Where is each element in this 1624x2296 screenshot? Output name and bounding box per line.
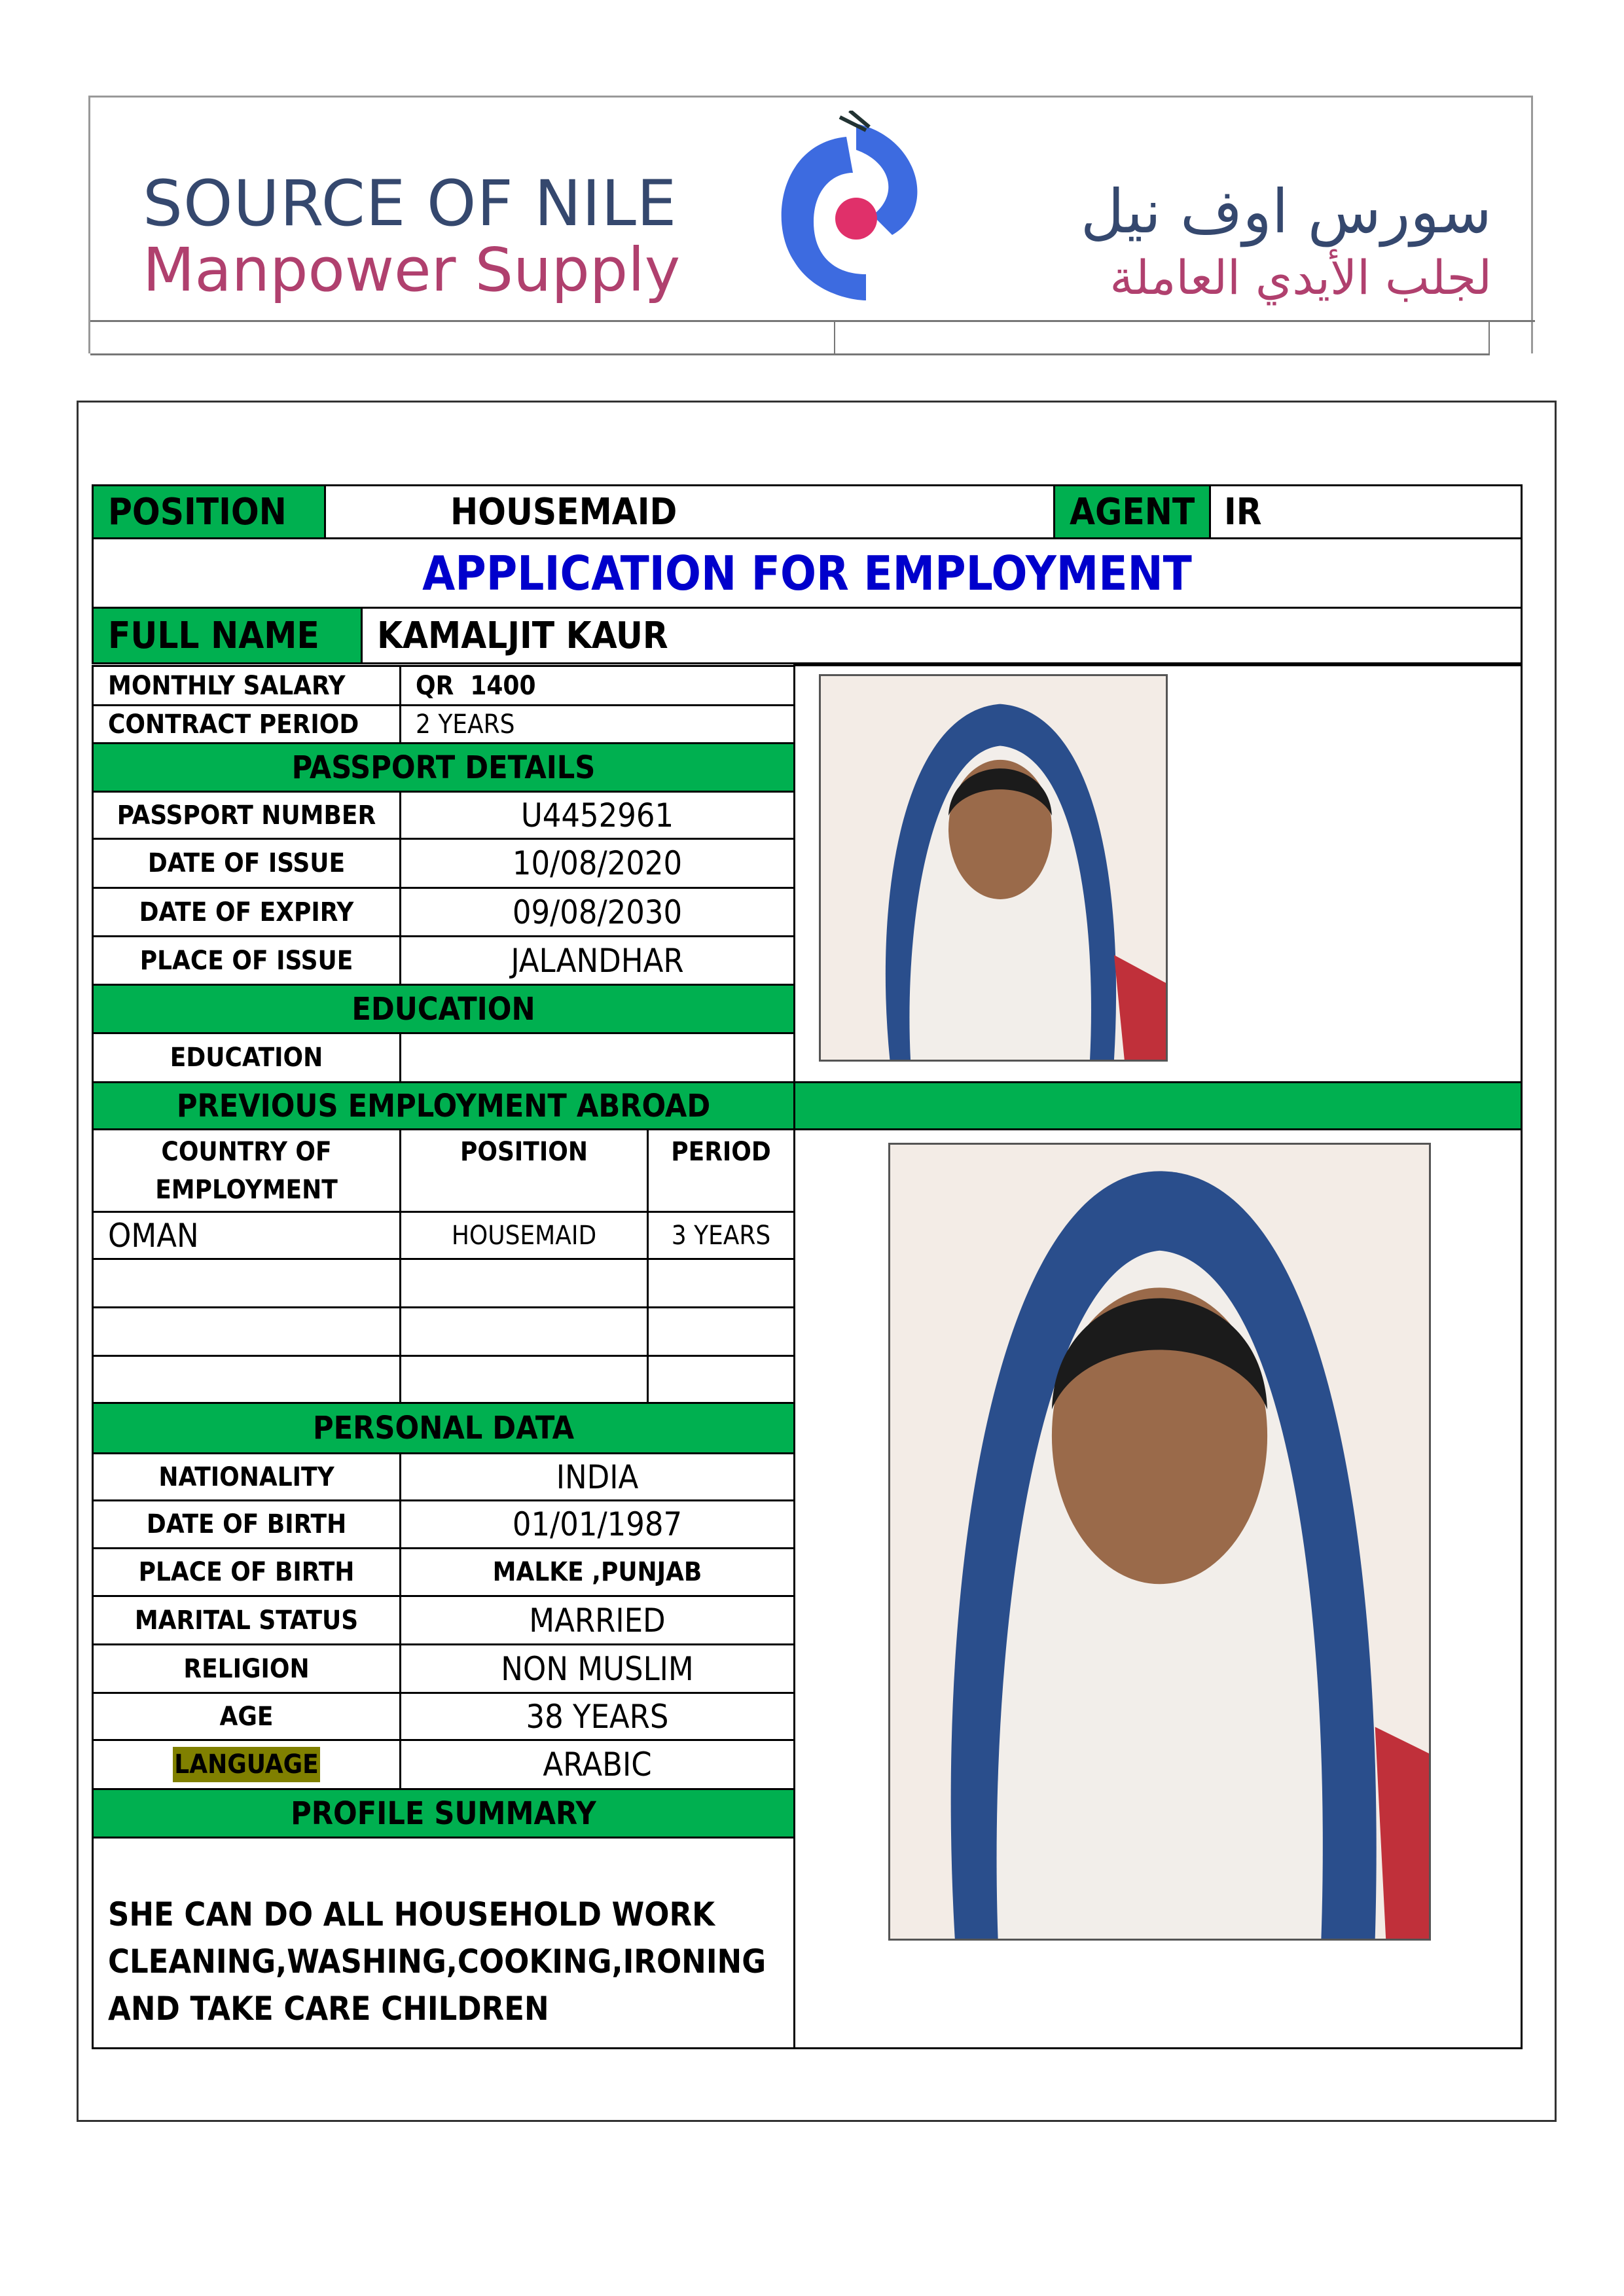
date-of-birth-value: 01/01/1987 <box>399 1499 795 1549</box>
profile-summary-heading: PROFILE SUMMARY <box>92 1788 795 1839</box>
personal-data-heading: PERSONAL DATA <box>92 1402 795 1454</box>
date-of-issue-value: 10/08/2020 <box>399 838 795 889</box>
agent-value: IR <box>1209 484 1523 539</box>
employment-empty-cell <box>399 1355 649 1404</box>
education-heading: EDUCATION <box>92 984 795 1034</box>
col-position-header: POSITION <box>399 1128 649 1213</box>
passport-number-value: U4452961 <box>399 791 795 840</box>
position-label: POSITION <box>92 484 326 539</box>
employment-empty-cell <box>647 1355 795 1404</box>
logo-arabic <box>1081 176 1492 307</box>
place-of-issue-label: PLACE OF ISSUE <box>92 935 401 986</box>
place-of-birth-value: MALKE ,PUNJAB <box>399 1547 795 1597</box>
date-of-expiry-value: 09/08/2030 <box>399 887 795 937</box>
company-tagline-en: Manpower Supply <box>143 235 681 305</box>
col-country-header: COUNTRY OF EMPLOYMENT <box>92 1128 401 1213</box>
letterhead-lower-split <box>834 320 835 355</box>
age-value: 38 YEARS <box>399 1692 795 1741</box>
profile-summary-line: SHE CAN DO ALL HOUSEHOLD WORK <box>108 1895 715 1933</box>
language-label: LANGUAGE <box>173 1747 319 1782</box>
employment-empty-cell <box>92 1258 401 1308</box>
person-portrait-icon <box>890 1145 1429 1939</box>
place-of-issue-value: JALANDHAR <box>399 935 795 986</box>
employment-empty-cell <box>647 1306 795 1357</box>
logo-english <box>143 167 681 305</box>
employment-period: 3 YEARS <box>647 1211 795 1260</box>
person-portrait-icon <box>821 676 1166 1060</box>
full-name-label: FULL NAME <box>92 607 363 664</box>
col-period-header: PERIOD <box>647 1128 795 1213</box>
age-label: AGE <box>92 1692 401 1741</box>
language-value: ARABIC <box>399 1739 795 1790</box>
contract-value: 2 YEARS <box>399 704 795 744</box>
nationality-value: INDIA <box>399 1452 795 1501</box>
company-name-en: SOURCE OF NILE <box>143 167 677 240</box>
passport-heading: PASSPORT DETAILS <box>92 742 795 793</box>
religion-value: NON MUSLIM <box>399 1643 795 1694</box>
date-of-issue-label: DATE OF ISSUE <box>92 838 401 889</box>
full-name-value: KAMALJIT KAUR <box>361 607 1523 664</box>
profile-summary-line: AND TAKE CARE CHILDREN <box>108 1990 549 2028</box>
marital-status-label: MARITAL STATUS <box>92 1595 401 1645</box>
company-tagline-ar: لجلب الأيدي العاملة <box>1110 250 1492 305</box>
company-name-ar: سورس اوف نيل <box>1080 177 1492 247</box>
passport-number-label: PASSPORT NUMBER <box>92 791 401 840</box>
employment-empty-cell <box>92 1355 401 1404</box>
language-label-cell <box>92 1739 401 1790</box>
nationality-label: NATIONALITY <box>92 1452 401 1501</box>
education-label: EDUCATION <box>92 1032 401 1083</box>
position-value: HOUSEMAID <box>324 484 1055 539</box>
profile-summary-box <box>92 1837 795 2049</box>
profile-summary-line: CLEANING,WASHING,COOKING,IRONING <box>108 1943 767 1981</box>
salary-label: MONTHLY SALARY <box>92 665 401 706</box>
previous-employment-split <box>793 1081 795 1130</box>
employment-empty-cell <box>92 1306 401 1357</box>
letterhead <box>88 96 1533 353</box>
education-value <box>399 1032 795 1083</box>
place-of-birth-label: PLACE OF BIRTH <box>92 1547 401 1597</box>
contract-label: CONTRACT PERIOD <box>92 704 401 744</box>
date-of-birth-label: DATE OF BIRTH <box>92 1499 401 1549</box>
salary-value: QR 1400 <box>399 665 795 706</box>
date-of-expiry-label: DATE OF EXPIRY <box>92 887 401 937</box>
religion-label: RELIGION <box>92 1643 401 1694</box>
company-logo-icon <box>742 111 958 320</box>
employment-empty-cell <box>399 1258 649 1308</box>
agent-label: AGENT <box>1053 484 1211 539</box>
form-title: APPLICATION FOR EMPLOYMENT <box>92 537 1523 609</box>
marital-status-value: MARRIED <box>399 1595 795 1645</box>
employment-position: HOUSEMAID <box>399 1211 649 1260</box>
previous-employment-heading: PREVIOUS EMPLOYMENT ABROAD <box>176 1087 711 1124</box>
applicant-photo-large <box>888 1143 1431 1941</box>
employment-empty-cell <box>647 1258 795 1308</box>
applicant-photo-small <box>819 674 1168 1062</box>
letterhead-lower-row <box>90 320 1490 355</box>
employment-empty-cell <box>399 1306 649 1357</box>
employment-country: OMAN <box>92 1211 401 1260</box>
